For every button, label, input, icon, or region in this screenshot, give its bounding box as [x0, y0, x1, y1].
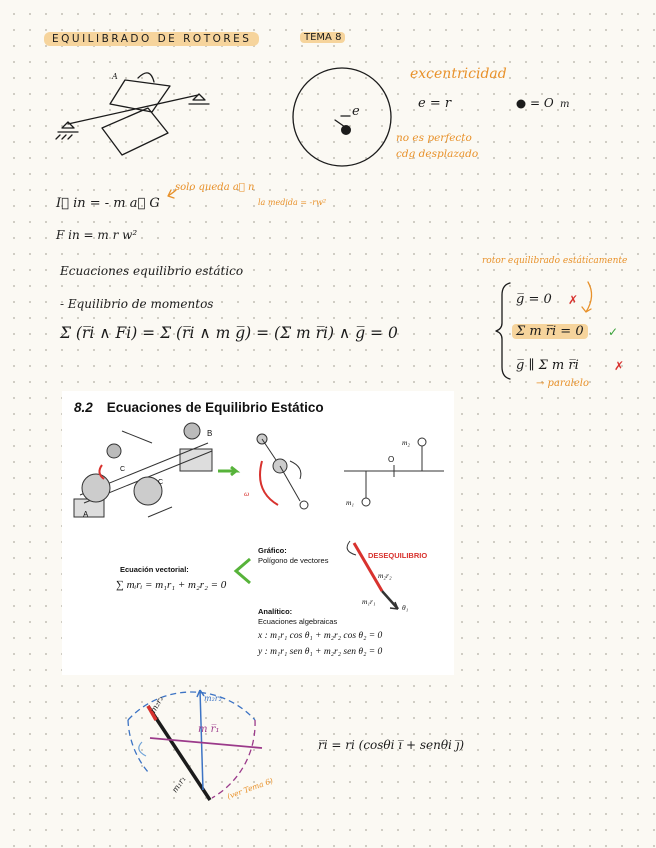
label-c2: C: [120, 466, 126, 473]
vector-equation-label: Ecuación vectorial:: [120, 565, 189, 574]
label-b: B: [207, 429, 213, 438]
label-c1: C: [158, 479, 164, 486]
label-m1: m₁: [346, 498, 355, 507]
label-o: O: [388, 455, 395, 464]
static-heading: Ecuaciones equilibrio estático: [60, 264, 244, 278]
eccentricity-label: excentricidad: [410, 66, 507, 82]
sketch-label-ver: (ver Tema 6): [225, 776, 275, 801]
equation-y: y : m₁r₁ sen θ₁ + m₂r₂ sen θ₂ = 0: [258, 647, 383, 657]
moment-equation: Σ (r̅i ∧ Fi) = Σ (r̅i ∧ m g̅) = (Σ m r̅i) ∧ g̅ = 0: [60, 324, 398, 342]
position-vector-equation: r̅i = ri (cosθi i̅ + senθi j̅): [318, 738, 465, 752]
graphic-label: Gráfico:: [258, 546, 287, 555]
condition-3-mark: ✗: [614, 359, 625, 373]
cdg-equation: = O: [530, 96, 554, 110]
condition-1: g̅ = 0: [516, 292, 552, 307]
inertia-equation: I⃗ in = - m a⃗ G: [56, 196, 160, 211]
eccentricity-note-1: no es perfecto: [396, 132, 472, 144]
rotor-note: rotor equilibrado estáticamente: [482, 256, 628, 266]
section-title: Ecuaciones de Equilibrio Estático: [106, 400, 324, 415]
condition-1-mark: ✗: [568, 293, 579, 307]
inertia-note-1: solo queda a⃗ n: [175, 182, 255, 193]
sketch-label-a: A: [112, 72, 118, 81]
analytic-sublabel: Ecuaciones algebraicas: [258, 617, 338, 626]
eccentricity-equation: e = r: [418, 96, 452, 111]
condition-2-mark: ✓: [608, 325, 619, 339]
vector-equation: ∑ mᵢrᵢ = m₁r₁ + m₂r₂ = 0: [116, 579, 227, 591]
topic-label: TEMA 8: [300, 32, 345, 43]
label-omega: ω: [244, 489, 250, 498]
analytic-label: Analítico:: [258, 607, 293, 616]
section-number: 8.2: [74, 400, 93, 415]
inertia-note-2: la medida = -rw²: [258, 198, 327, 207]
e-mark: e: [352, 104, 360, 119]
label-a: A: [83, 510, 89, 519]
inertia-force-equation: F in = m r w²: [56, 228, 138, 242]
polygon-theta1: θ₁: [402, 603, 409, 612]
moment-heading: - Equilibrio de momentos: [60, 297, 214, 311]
sketch-label-blue: m₂r₂: [204, 694, 222, 703]
condition-2: Σ m r̅i = 0: [512, 324, 588, 339]
polygon-m2r2: m₂r₂: [378, 571, 392, 580]
eccentricity-note-2: cdg desplazado: [396, 148, 479, 160]
label-m2: m₂: [402, 438, 411, 447]
condition-3: g̅ ∥ Σ m r̅i: [516, 358, 579, 373]
equation-x: x : m₁r₁ cos θ₁ + m₂r₂ cos θ₂ = 0: [258, 631, 383, 641]
condition-3-note: → paralelo: [536, 378, 589, 389]
page-title: EQUILIBRADO DE ROTORES: [44, 32, 259, 46]
desequilibrio-label: DESEQUILIBRIO: [368, 551, 428, 560]
sketch-label-mr: m r̅₁: [198, 724, 220, 735]
sketch-label-m1r1: m₁r₁: [170, 774, 188, 795]
polygon-m1r1: m₁r₁: [362, 597, 376, 606]
sketch-label-m2r2: m₂r₂: [148, 694, 166, 715]
cdg-unit: m: [560, 99, 570, 110]
graphic-sublabel: Polígono de vectores: [258, 556, 329, 565]
